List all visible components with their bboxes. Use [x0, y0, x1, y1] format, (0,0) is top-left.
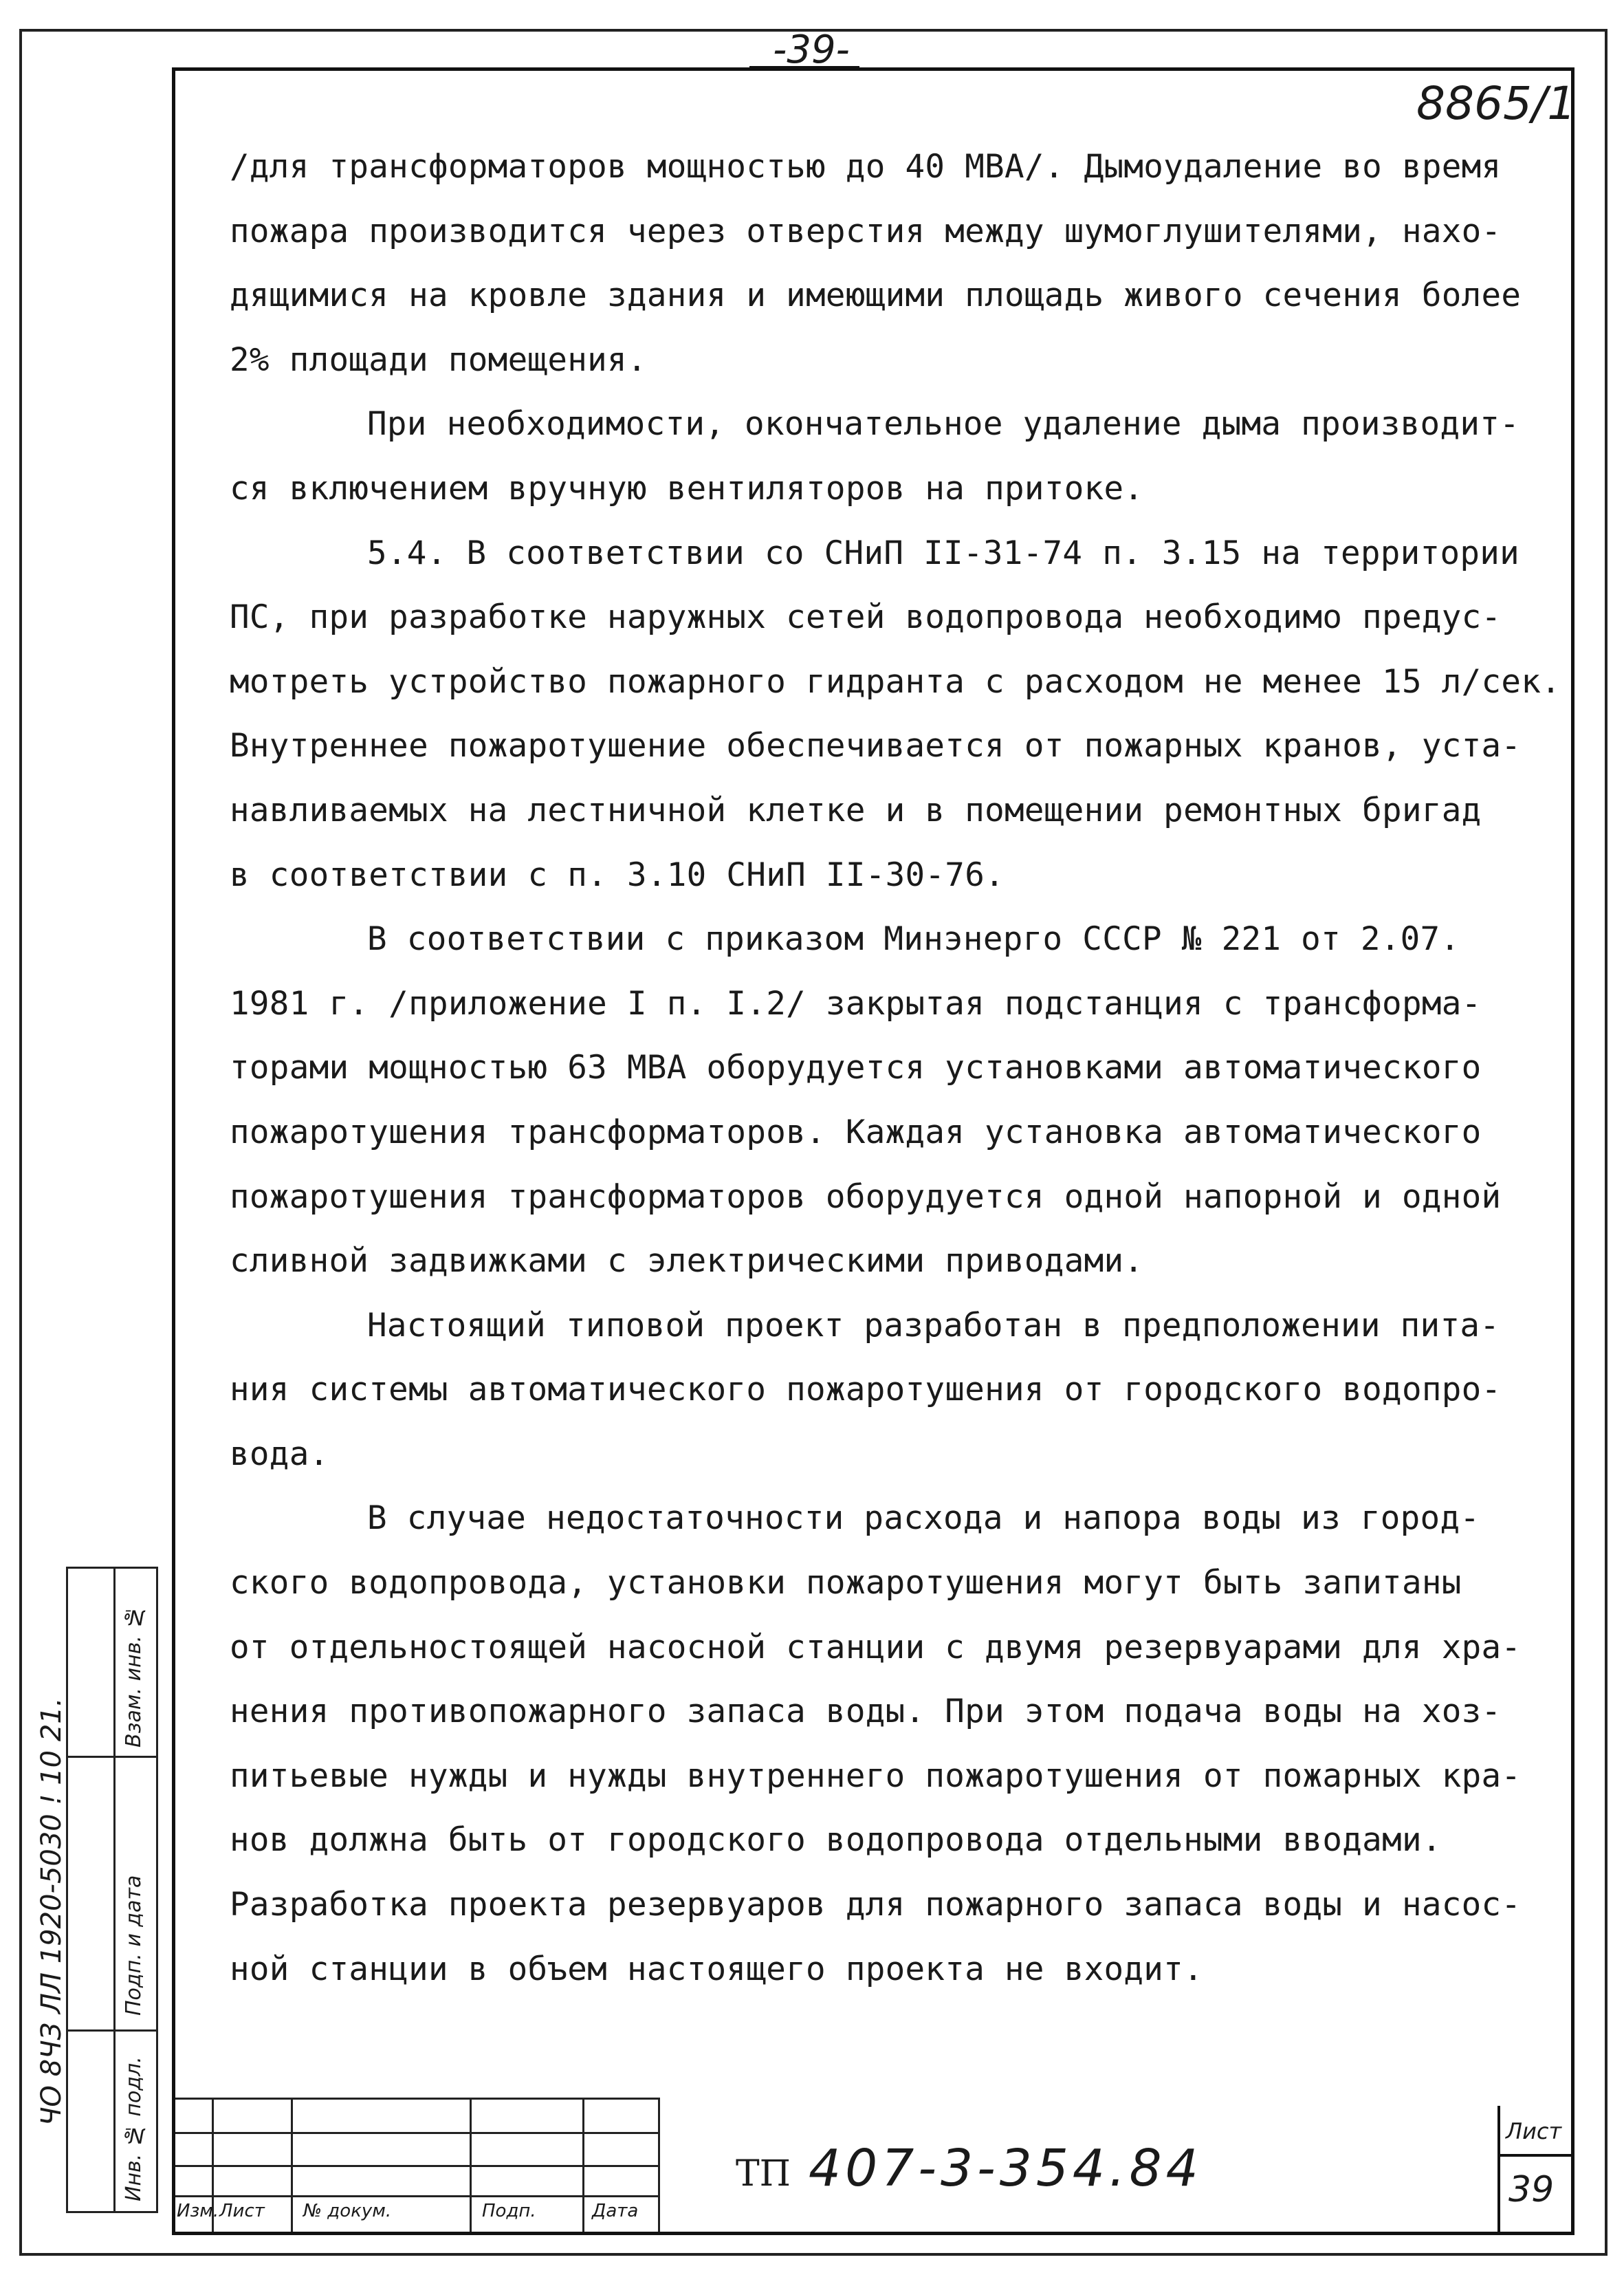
stamp-line	[175, 2132, 660, 2134]
page-number: -39-	[773, 28, 850, 72]
text-line: питьевые нужды и нужды внутреннего пожаротушения от пожарных кра-	[230, 1756, 1522, 1795]
text-line: В соответствии с приказом Минэнерго СССР № 221 от 2.07.	[367, 920, 1460, 959]
paragraph-5	[230, 1294, 1570, 1487]
side-stamp-divider	[68, 2029, 156, 2032]
stamp-line	[658, 2098, 660, 2232]
text-line: 2% площади помещения.	[230, 340, 647, 379]
side-stamp-divider	[68, 1756, 156, 1758]
archive-number: 8865/1	[1416, 77, 1577, 130]
stamp-col-izm: Изм.	[177, 2201, 219, 2221]
text-line: сливной задвижками с электрическими приводами.	[230, 1242, 1144, 1281]
document-code-prefix: ТП	[736, 2153, 791, 2195]
text-line: Разработка проекта резервуаров для пожарного запаса воды и насос-	[230, 1886, 1522, 1924]
stamp-line	[175, 2165, 660, 2167]
text-line: мотреть устройство пожарного гидранта с расходом не менее 15 л/сек.	[230, 662, 1561, 701]
text-line: /для трансформаторов мощностью до 40 МВА/. Дымоудаление во время	[230, 148, 1502, 186]
stamp-line	[470, 2098, 472, 2232]
text-line: ся включением вручную вентиляторов на притоке.	[230, 469, 1144, 508]
side-stamp-value: ЧО 8ЧЗ ЛЛ 1920-5030 ! 10 21.	[36, 1697, 67, 2126]
text-line: ной станции в объем настоящего проекта не входит.	[230, 1950, 1203, 1988]
stamp-col-list: Лист	[219, 2201, 265, 2221]
stamp-grid	[175, 2098, 660, 2232]
text-line: торами мощностью 63 МВА оборудуется установками автоматического	[230, 1049, 1482, 1087]
sheet-divider	[1500, 2154, 1574, 2157]
text-line: В случае недостаточности расхода и напора воды из город-	[367, 1499, 1480, 1538]
text-line: ПС, при разработке наружных сетей водопровода необходимо предус-	[230, 598, 1502, 637]
side-stamp-label-inv: Инв. № подл.	[122, 2056, 146, 2201]
text-line: 1981 г. /приложение I п. I.2/ закрытая подстанция с трансформа-	[230, 984, 1482, 1023]
text-line: пожара производится через отверстия между шумоглушителями, нахо-	[230, 212, 1502, 250]
paragraph-1	[230, 135, 1570, 392]
text-line: навливаемых на лестничной клетке и в помещении ремонтных бригад	[230, 791, 1482, 829]
paragraph-3	[230, 521, 1570, 908]
stamp-col-doc: № докум.	[303, 2201, 392, 2221]
text-line: ния системы автоматического пожаротушения от городского водопро-	[230, 1371, 1502, 1409]
side-stamp-table	[66, 1567, 158, 2213]
paragraph-6	[230, 1486, 1570, 2001]
text-line: Настоящий типовой проект разработан в предположении пита-	[367, 1306, 1500, 1345]
text-line: При необходимости, окончательное удаление дыма производит-	[367, 405, 1520, 444]
text-line: нения противопожарного запаса воды. При этом подача воды на хоз-	[230, 1692, 1502, 1731]
stamp-col-podp: Подп.	[482, 2201, 536, 2221]
text-line: нов должна быть от городского водопровода отдельными вводами.	[230, 1821, 1442, 1860]
stamp-line	[582, 2098, 584, 2232]
text-line: вода.	[230, 1435, 329, 1473]
page-number-underline	[749, 66, 859, 69]
paragraph-4	[230, 907, 1570, 1294]
document-code	[736, 2139, 1203, 2198]
text-line: в соответствии с п. 3.10 СНиП II-30-76.	[230, 856, 1005, 894]
text-line: 5.4. В соответствии со СНиП II-31-74 п. 3.15 на территории	[367, 534, 1520, 572]
side-stamp-label-podp: Подп. и дата	[122, 1875, 146, 2016]
side-stamp-divider	[113, 1569, 116, 2211]
text-line: Внутреннее пожаротушение обеспечивается от пожарных кранов, уста-	[230, 727, 1522, 765]
text-line: пожаротушения трансформаторов. Каждая установка автоматического	[230, 1113, 1482, 1151]
stamp-line	[175, 2195, 660, 2197]
text-line: от отдельностоящей насосной станции с двумя резервуарами для хра-	[230, 1628, 1522, 1666]
text-line: ского водопровода, установки пожаротушения могут быть запитаны	[230, 1564, 1462, 1602]
side-stamp-label-vzam: Взам. инв. №	[122, 1604, 146, 1748]
stamp-col-date: Дата	[592, 2201, 639, 2221]
document-body	[230, 135, 1570, 2001]
sheet-number: 39	[1508, 2169, 1555, 2210]
document-code-number: 407-3-354.84	[809, 2139, 1203, 2198]
paragraph-2	[230, 392, 1570, 521]
stamp-line	[291, 2098, 293, 2232]
text-line: пожаротушения трансформаторов оборудуется одной напорной и одной	[230, 1177, 1502, 1216]
sheet-box	[1497, 2106, 1574, 2235]
stamp-line	[175, 2098, 660, 2100]
sheet-label: Лист	[1506, 2118, 1562, 2144]
text-line: дящимися на кровле здания и имеющими площадь живого сечения более	[230, 276, 1522, 315]
